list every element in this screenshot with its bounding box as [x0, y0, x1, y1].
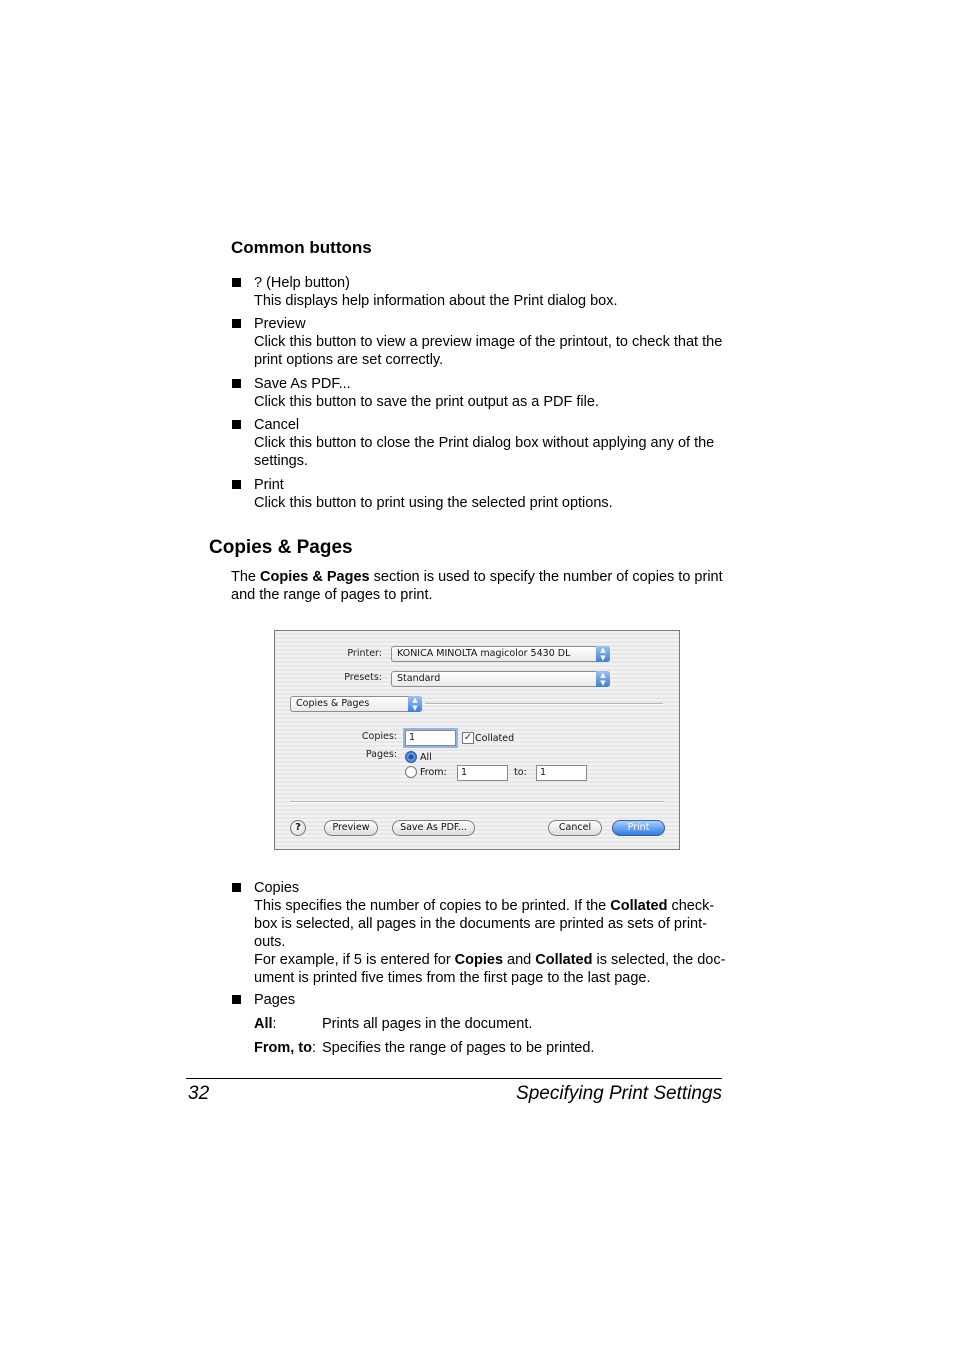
popup-arrows-icon: ▲ ▼: [596, 671, 610, 687]
divider: [290, 801, 664, 803]
item-title: Cancel: [254, 417, 300, 433]
from-input[interactable]: 1: [457, 765, 508, 781]
copies-input[interactable]: 1: [405, 730, 456, 746]
presets-popup[interactable]: Standard ▲ ▼: [391, 671, 610, 687]
item-title: Copies: [254, 880, 300, 896]
divider: [425, 703, 663, 705]
common-buttons-heading: Common buttons: [231, 238, 372, 257]
item-desc: For example, if 5 is entered for Copies and Collated is selected, the doc-: [254, 952, 726, 968]
item-desc: Click this button to view a preview image of the printout, to check that the: [254, 334, 723, 350]
item-desc: Click this button to save the print output as a PDF file.: [254, 394, 599, 410]
intro-paragraph: The Copies & Pages section is used to specify the number of copies to print and the range of pages to print.: [231, 569, 723, 603]
save-as-pdf-button[interactable]: Save As PDF...: [392, 820, 475, 836]
from-label: From:: [420, 767, 447, 778]
item-title: Preview: [254, 316, 306, 332]
page-number: 32: [188, 1083, 210, 1104]
preview-button[interactable]: Preview: [324, 820, 378, 836]
item-desc: box is selected, all pages in the documents are printed as sets of print-: [254, 916, 707, 932]
item-title: Print: [254, 477, 284, 493]
bullet-square: [232, 420, 241, 429]
all-label: All: [420, 752, 432, 763]
bullet-square: [232, 319, 241, 328]
pages-from-radio[interactable]: [405, 766, 417, 778]
item-desc: Click this button to print using the selected print options.: [254, 495, 613, 511]
item-desc: Click this button to close the Print dialog box without applying any of the: [254, 435, 715, 451]
popup-arrows-icon: ▲ ▼: [408, 696, 422, 712]
footer-rule: [186, 1078, 722, 1079]
bullet-square: [232, 995, 241, 1004]
item-title: Save As PDF...: [254, 376, 351, 392]
presets-label: Presets:: [344, 672, 382, 683]
item-title: Pages: [254, 992, 296, 1008]
copies-label: Copies:: [361, 731, 397, 742]
to-label: to:: [514, 767, 527, 778]
section-popup[interactable]: Copies & Pages ▲ ▼: [290, 696, 422, 712]
popup-arrows-icon: ▲ ▼: [596, 646, 610, 662]
pages-label: Pages:: [365, 749, 397, 760]
print-dialog: [274, 630, 680, 850]
bullet-square: [232, 379, 241, 388]
bullet-square: [232, 480, 241, 489]
help-button[interactable]: ?: [290, 820, 306, 836]
item-desc: This displays help information about the Print dialog box.: [254, 293, 618, 309]
copies-pages-heading: Copies & Pages: [209, 537, 353, 558]
cancel-button[interactable]: Cancel: [548, 820, 602, 836]
collated-checkbox[interactable]: ✓: [463, 732, 473, 743]
print-button[interactable]: Print: [612, 820, 665, 836]
printer-label: Printer:: [347, 648, 382, 659]
definition-term: From, to:: [254, 1040, 317, 1056]
printer-popup[interactable]: KONICA MINOLTA magicolor 5430 DL ▲ ▼: [391, 646, 610, 662]
to-input[interactable]: 1: [536, 765, 587, 781]
running-footer-title: Specifying Print Settings: [516, 1083, 722, 1104]
definition-term: All:: [254, 1016, 277, 1032]
item-desc: settings.: [254, 453, 308, 469]
item-desc: print options are set correctly.: [254, 352, 444, 368]
collated-label: Collated: [475, 733, 515, 744]
definition-desc: Specifies the range of pages to be printed.: [322, 1040, 595, 1056]
item-title: ? (Help button): [254, 275, 350, 291]
item-desc: This specifies the number of copies to be printed. If the Collated check-: [254, 898, 715, 914]
item-desc: outs.: [254, 934, 286, 950]
bullet-square: [232, 883, 241, 892]
pages-all-radio[interactable]: [405, 751, 417, 763]
definition-desc: Prints all pages in the document.: [322, 1016, 533, 1032]
item-desc: ument is printed five times from the first page to the last page.: [254, 970, 651, 986]
bullet-square: [232, 278, 241, 287]
